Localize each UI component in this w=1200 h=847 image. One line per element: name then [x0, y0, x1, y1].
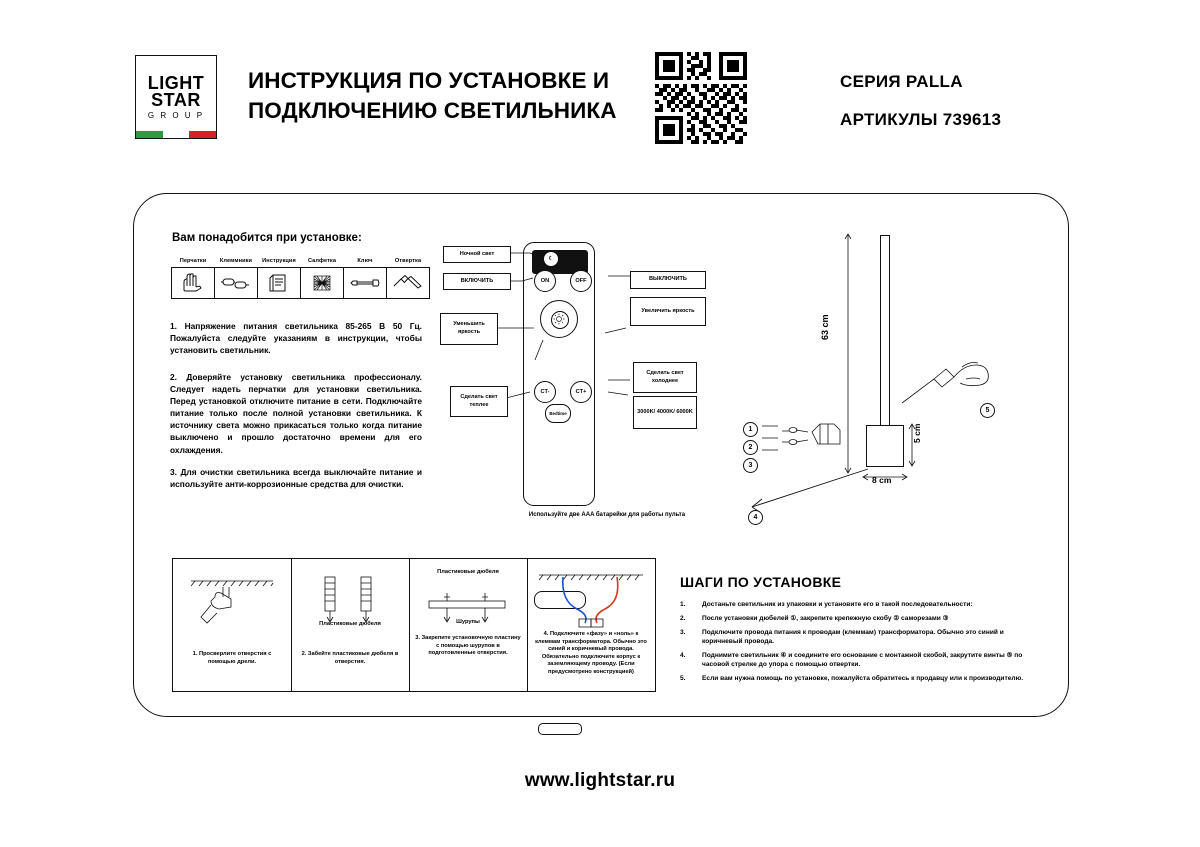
- page-title: ИНСТРУКЦИЯ ПО УСТАНОВКЕ И ПОДКЛЮЧЕНИЮ СВЕТИЛЬНИКА: [248, 68, 617, 123]
- step-item: [680, 651, 1040, 669]
- warning-paragraph-3: 3. Для очистки светильника всегда выключайте питание и используйте анти-коррозионные средства для очистки.: [170, 467, 422, 490]
- tool-caption: Отвертка: [394, 258, 422, 264]
- footer-url[interactable]: www.lightstar.ru: [524, 770, 676, 791]
- tool-manual: [256, 258, 302, 299]
- step-item: [680, 674, 1040, 683]
- illustration-caption: 1. Просверлите отверстия с помощью дрели.: [192, 651, 272, 665]
- lamp-assembly-diagram: [700, 225, 1050, 521]
- label-turn-off: ВЫКЛЮЧИТЬ: [630, 271, 706, 289]
- step-text: Подключите провода питания к проводам (клеммам) трансформатора. Обычно это синий и коричневый провода.: [702, 629, 1004, 645]
- tool-caption: Салфетка: [307, 258, 337, 264]
- step-number: 5.: [680, 675, 686, 682]
- tool-screwdriver: [385, 258, 431, 299]
- illustration-subtitle: Пластиковые дюбеля: [319, 621, 381, 627]
- label-color-temperature: 3000K/ 4000K/ 6000K: [633, 396, 697, 429]
- tool-wipe: [299, 258, 345, 299]
- tool-caption: Перчатки: [179, 258, 207, 264]
- remote-dpad-center[interactable]: [551, 311, 569, 329]
- page-header: [0, 0, 1200, 175]
- screwdriver-hand-drawing: [900, 335, 1030, 415]
- tool-terminal-block: [213, 258, 259, 299]
- article-label: АРТИКУЛЫ 739613: [840, 110, 1002, 129]
- remote-dpad[interactable]: [540, 300, 578, 338]
- tools-list: [170, 258, 422, 318]
- lift-arrow: [740, 465, 880, 515]
- label-turn-on: ВКЛЮЧИТЬ: [443, 273, 511, 290]
- qr-code-icon: [655, 52, 747, 144]
- remote-bottom-bar[interactable]: [538, 723, 582, 735]
- label-night-light: Ночной свет: [443, 246, 511, 263]
- steps-list: [680, 600, 1040, 688]
- callout-3: 3: [743, 458, 758, 473]
- illustration-caption: 4. Подключите «фазу» и «ноль» к клеммам трансформатора. Обычно это синий и коричневый провода. Обязательно подключите корпус к заземляющему проводу. (Если предусмотрено конструкцией): [535, 631, 647, 675]
- brand-logo: [135, 55, 217, 139]
- lamp-rod: [880, 235, 890, 427]
- step-number: 4.: [680, 652, 686, 659]
- remote-night-button[interactable]: ☾: [543, 251, 559, 267]
- illustration-subtitle: Шурупы: [456, 619, 480, 625]
- illustration-dowels: [291, 559, 409, 691]
- tool-gloves: [170, 258, 216, 299]
- tool-caption: Ключ: [357, 258, 373, 264]
- step-text: Достаньте светильник из упаковки и установите его в такой последовательности:: [702, 601, 973, 608]
- remote-off-button[interactable]: OFF: [570, 270, 592, 292]
- step-item: [680, 628, 1040, 646]
- width-label: 8 cm: [872, 475, 892, 485]
- wrench-icon: [343, 267, 387, 299]
- illustration-subtitle-top: Пластиковые дюбеля: [437, 569, 499, 575]
- height-label: 63 cm: [820, 314, 830, 340]
- screwdriver-icon: [386, 267, 430, 299]
- step-number: 1.: [680, 601, 686, 608]
- italian-flag-icon: [136, 131, 216, 138]
- step-text: Если вам нужна помощь по установке, пожалуйста обратитесь к продавцу или к производителю.: [702, 675, 1024, 682]
- warning-paragraph-2: 2. Доверяйте установку светильника профессионалу. Следует надеть перчатки для установки светильника. Перед установкой отключите питание в сети. Подключайте питание только после полной установки светильника. К источнику света можно прикасаться только когда питание выключено и прошло достаточно времени для его охлаждения.: [170, 372, 422, 455]
- illustration-caption: 3. Закрепите установочную пластину с помощью шурупов в подготовленные отверстия.: [415, 635, 521, 657]
- callout-5: 5: [980, 403, 995, 418]
- logo-line-2: STAR: [151, 89, 201, 110]
- callout-4: 4: [748, 510, 763, 525]
- step-item: [680, 600, 1040, 609]
- installation-illustrations: [172, 558, 656, 692]
- depth-label: 5 cm: [912, 423, 922, 443]
- remote-battery-note: Используйте две AAA батарейки для работы пульта: [528, 512, 686, 518]
- step-number: 3.: [680, 629, 686, 636]
- gloves-icon: [171, 267, 215, 299]
- step-text: Поднимите светильник ④ и соедините его основание с монтажной скобой, закрутите винты ⑤ по часовой стрелке до упора с помощью отвертки.: [702, 652, 1023, 668]
- remote-on-button[interactable]: ON: [534, 270, 556, 292]
- tool-wrench: [342, 258, 388, 299]
- tool-caption: Инструкция: [262, 258, 296, 264]
- tool-caption: Клеммники: [219, 258, 253, 264]
- step-number: 2.: [680, 615, 686, 622]
- label-decrease-brightness: Уменьшить яркость: [440, 313, 498, 345]
- callout-1: 1: [743, 422, 758, 437]
- terminal-block-icon: [214, 267, 258, 299]
- tools-needed-title: Вам понадобится при установке:: [172, 232, 362, 244]
- label-warm-light: Сделать свет теплее: [450, 386, 508, 417]
- remote-ct-plus-button[interactable]: CT+: [570, 381, 592, 403]
- series-label: СЕРИЯ PALLA: [840, 72, 963, 91]
- illustration-drill: [173, 559, 291, 691]
- logo-line-1: LIGHT: [147, 72, 205, 93]
- warning-paragraph-1: 1. Напряжение питания светильника 85-265 В 50 Гц. Пожалуйста следуйте указаниям в инструкции, чтобы установить светильник.: [170, 321, 422, 356]
- remote-ct-minus-button[interactable]: CT-: [534, 381, 556, 403]
- step-text: После установки дюбелей ①, закрепите крепежную скобу ② саморезами ③: [702, 615, 949, 622]
- wipe-icon: [300, 267, 344, 299]
- illustration-screws: [409, 559, 527, 691]
- steps-title: ШАГИ ПО УСТАНОВКЕ: [680, 574, 842, 590]
- callout-2: 2: [743, 440, 758, 455]
- illustration-caption: 2. Забейте пластиковые дюбеля в отверстия.: [301, 651, 399, 665]
- remote-bedtime-button[interactable]: Bedtime: [545, 404, 571, 423]
- logo-line-3: G R O U P: [147, 110, 205, 120]
- step-item: [680, 614, 1040, 623]
- label-cold-light: Сделать свет холоднее: [633, 362, 697, 393]
- manual-icon: [257, 267, 301, 299]
- label-increase-brightness: Увеличить яркость: [630, 297, 706, 326]
- illustration-wiring: [527, 559, 655, 691]
